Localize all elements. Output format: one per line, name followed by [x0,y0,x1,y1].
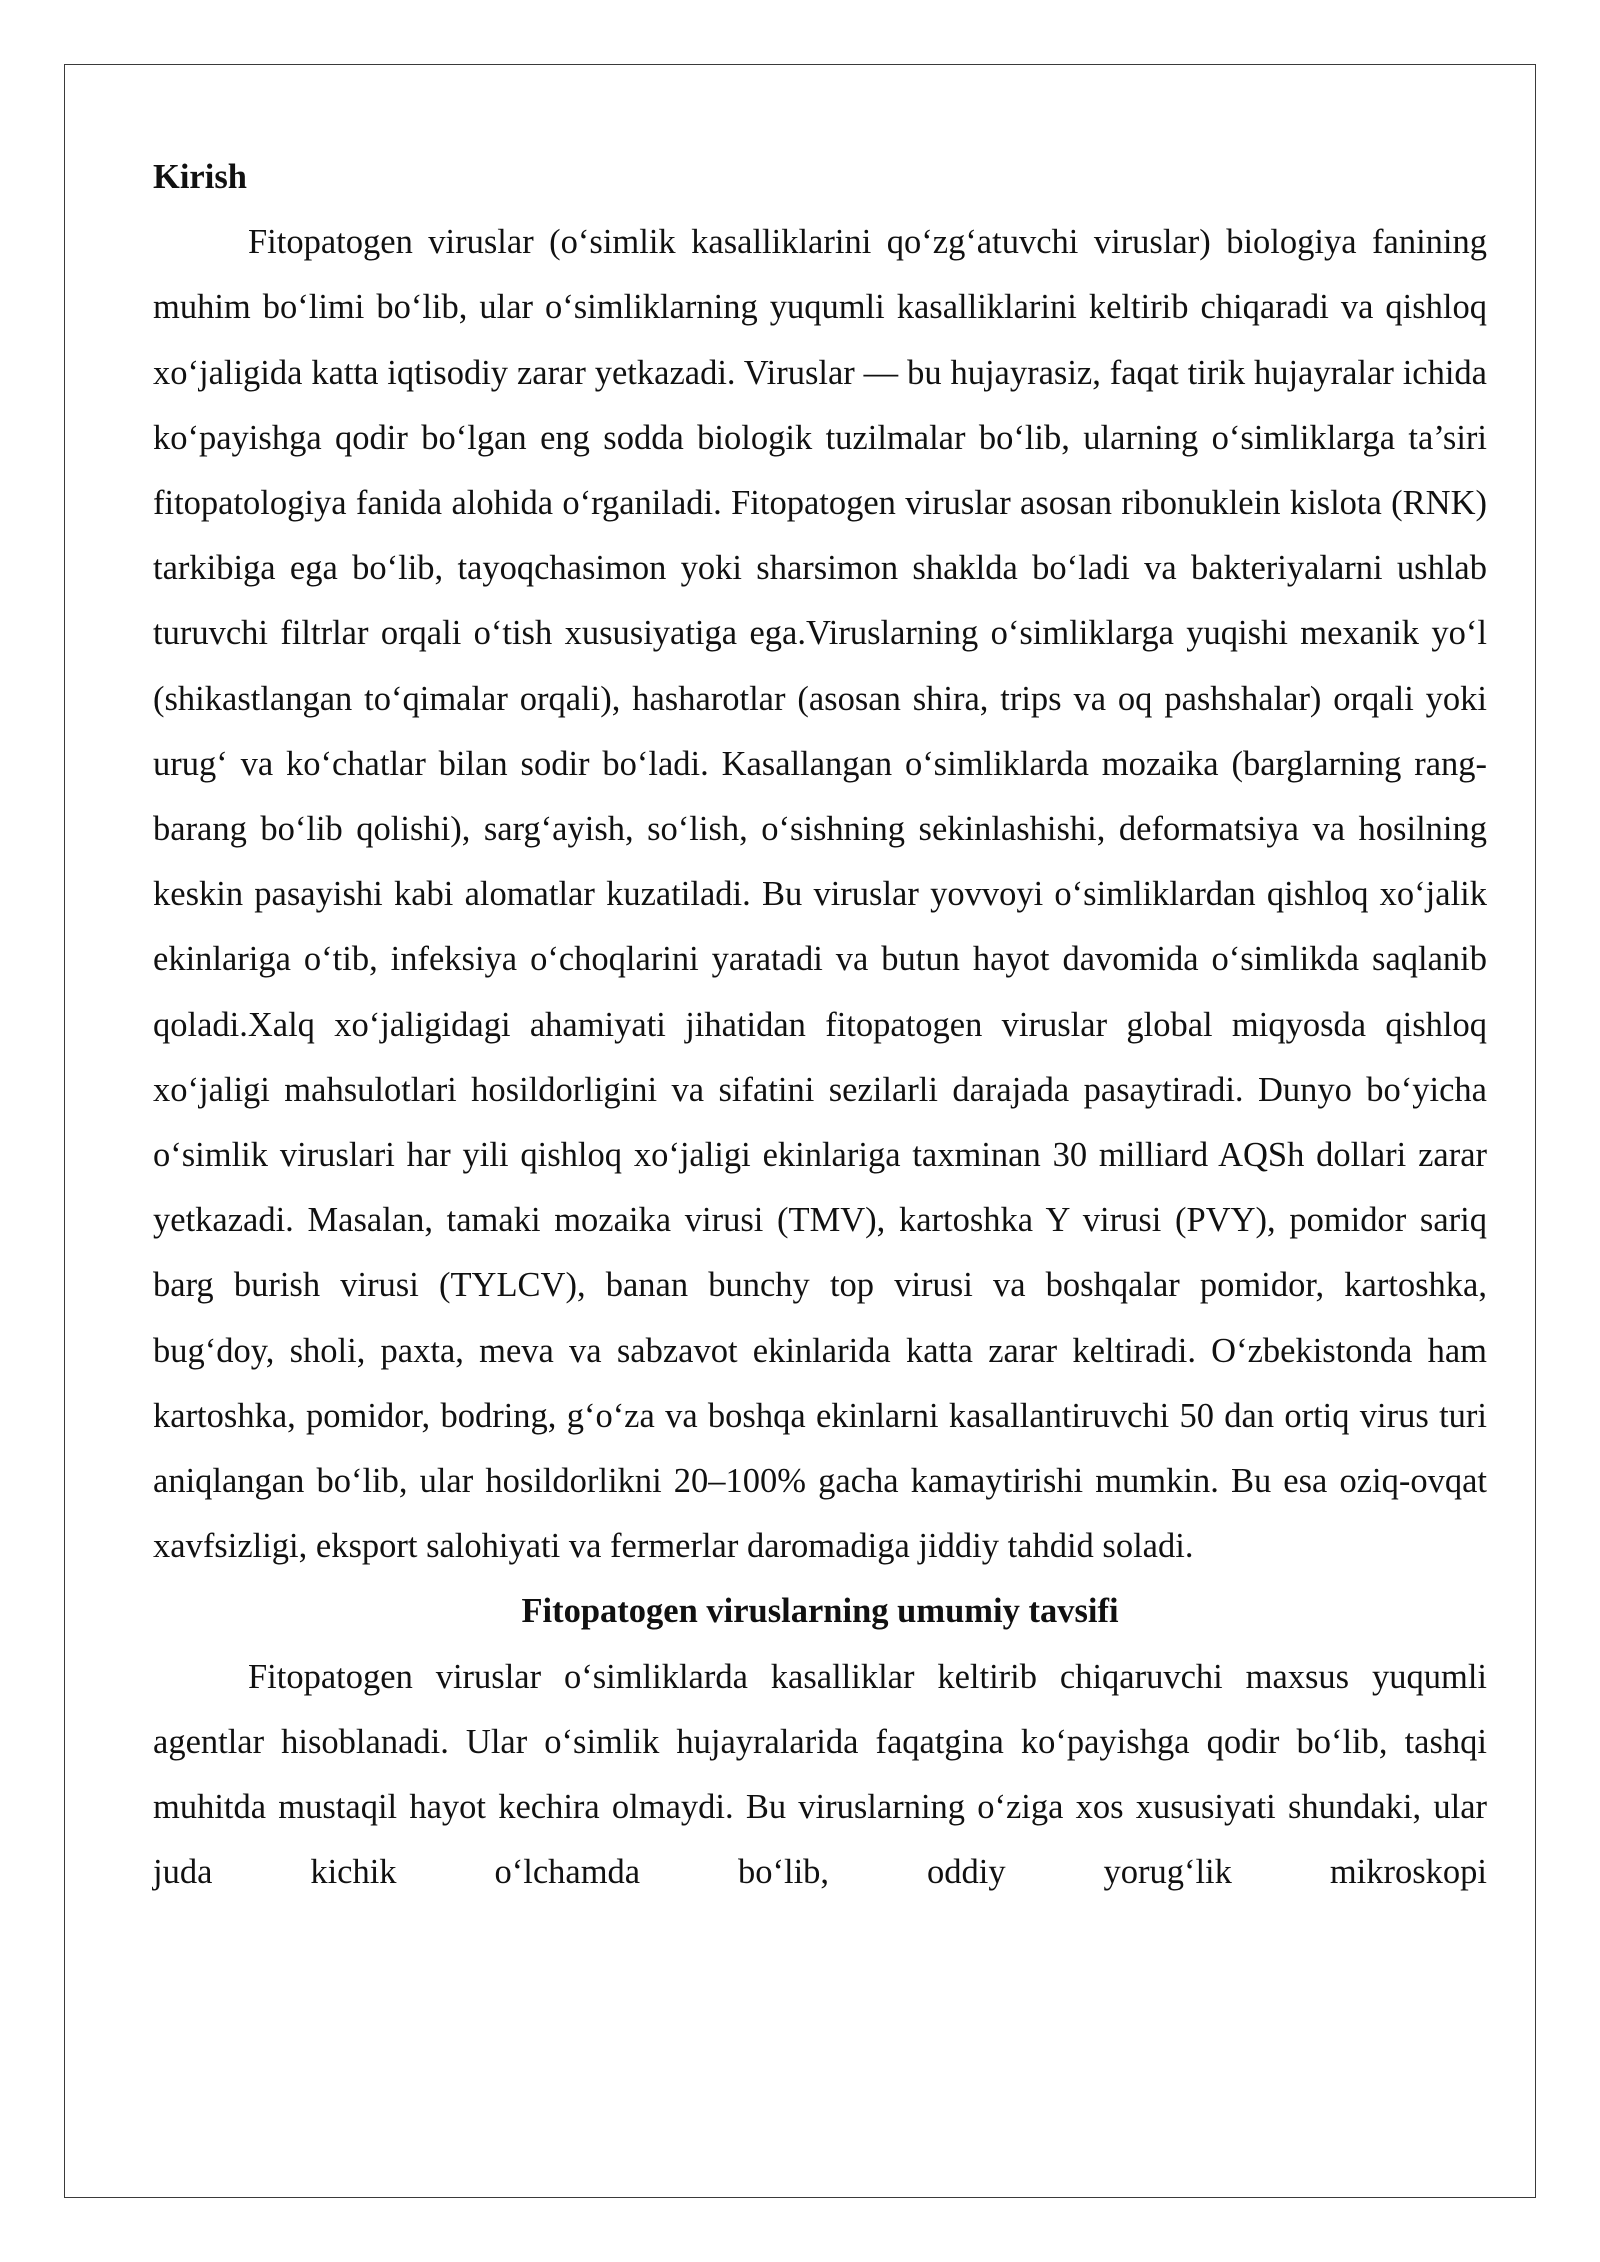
section-heading-umumiy-tavsif: Fitopatogen viruslarning umumiy tavsifi [521,1592,1119,1631]
paragraph-umumiy-tavsif: Fitopatogen viruslar o‘simliklarda kasalliklar keltirib chiqaruvchi maxsus yuqumli agentlar hisoblanadi. Ular o‘simlik hujayralarida faqatgina ko‘payishga qodir bo‘lib, tashqi muhitda mustaqil hayot kechira olmaydi. Bu viruslarning o‘ziga xos xususiyati shundaki, ular juda kichik o‘lchamda bo‘lib, oddiy yorug‘lik mikroskopi [153,1657,1487,1892]
document-body [153,145,1487,1905]
section-heading-kirish: Kirish [153,158,247,196]
paragraph-kirish: Fitopatogen viruslar (o‘simlik kasalliklarini qo‘zg‘atuvchi viruslar) biologiya fanining muhim bo‘limi bo‘lib, ular o‘simliklarning yuqumli kasalliklarini keltirib chiqaradi va qishloq xo‘jaligida katta iqtisodiy zarar yetkazadi. Viruslar — bu hujayrasiz, faqat tirik hujayralar ichida ko‘payishga qodir bo‘lgan eng sodda biologik tuzilmalar bo‘lib, ularning o‘simliklarga ta’siri fitopatologiya fanida alohida o‘rganiladi. Fitopatogen viruslar asosan ribonuklein kislota (RNK) tarkibiga ega bo‘lib, tayoqchasimon yoki sharsimon shaklda bo‘ladi va bakteriyalarni ushlab turuvchi filtrlar orqali o‘tish xususiyatiga ega.Viruslarning o‘simliklarga yuqishi mexanik yo‘l (shikastlangan to‘qimalar orqali), hasharotlar (asosan shira, trips va oq pashshalar) orqali yoki urug‘ va ko‘chatlar bilan sodir bo‘ladi. Kasallangan o‘simliklarda mozaika (barglarning rang-barang bo‘lib qolishi), sarg‘ayish, so‘lish, o‘sishning sekinlashishi, deformatsiya va hosilning keskin pasayishi kabi alomatlar kuzatiladi. Bu viruslar yovvoyi o‘simliklardan qishloq xo‘jalik ekinlariga o‘tib, infeksiya o‘choqlarini yaratadi va butun hayot davomida o‘simlikda saqlanib qoladi.Xalq xo‘jaligidagi ahamiyati jihatidan fitopatogen viruslar global miqyosda qishloq xo‘jaligi mahsulotlari hosildorligini va sifatini sezilarli darajada pasaytiradi. Dunyo bo‘yicha o‘simlik viruslari har yili qishloq xo‘jaligi ekinlariga taxminan 30 milliard AQSh dollari zarar yetkazadi. Masalan, tamaki mozaika virusi (TMV), kartoshka Y virusi (PVY), pomidor sariq barg burish virusi (TYLCV), banan bunchy top virusi va boshqalar pomidor, kartoshka, bug‘doy, sholi, paxta, meva va sabzavot ekinlarida katta zarar keltiradi. O‘zbekistonda ham kartoshka, pomidor, bodring, g‘o‘za va boshqa ekinlarni kasallantiruvchi 50 dan ortiq virus turi aniqlangan bo‘lib, ular hosildorlikni 20–100% gacha kamaytirishi mumkin. Bu esa oziq-ovqat xavfsizligi, eksport salohiyati va fermerlar daromadiga jiddiy tahdid soladi. [153,223,1487,1566]
